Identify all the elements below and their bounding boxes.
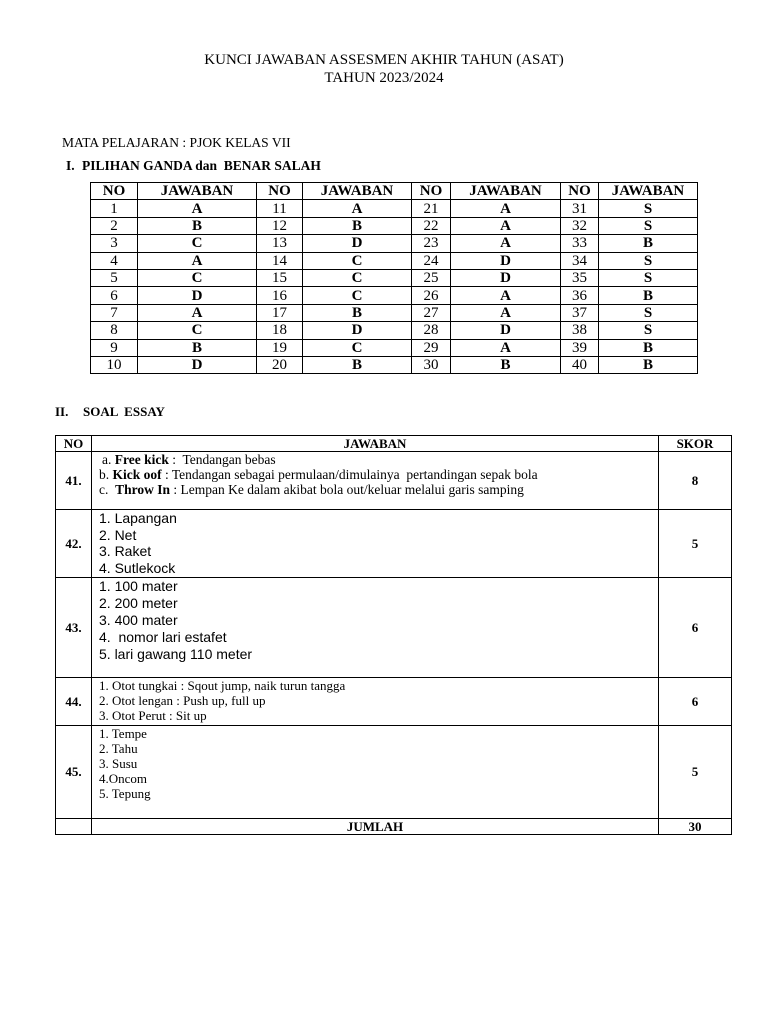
answer-line: 2. Otot lengan : Push up, full up [99,693,266,708]
multiple-choice-answer-table [90,182,698,374]
essay-score: 6 [659,678,732,726]
mc-header-row [91,183,698,200]
section-title: PILIHAN GANDA dan BENAR SALAH [82,158,321,173]
mc-cell-answer: C [303,339,412,356]
mc-cell-no: 8 [91,322,138,339]
answer-line [99,452,658,467]
mc-cell-no: 37 [561,304,599,321]
mc-cell-no: 14 [257,252,303,269]
answer-line: 2. 200 meter [99,595,178,611]
section-number: II. [55,404,69,419]
mc-row [91,287,698,304]
mc-cell-answer: A [138,252,257,269]
mc-cell-no: 27 [412,304,451,321]
mc-header-no: NO [561,183,599,200]
mc-row [91,200,698,217]
subject-line: MATA PELAJARAN : PJOK KELAS VII [62,135,291,150]
mc-cell-answer: C [138,235,257,252]
essay-score: 6 [659,578,732,678]
mc-cell-answer: A [138,304,257,321]
line-text: : Lempan Ke dalam akibat bola out/keluar melalui garis samping [170,482,524,497]
mc-cell-no: 25 [412,269,451,286]
mc-header-no: NO [91,183,138,200]
mc-cell-answer: B [303,356,412,373]
mc-cell-answer: B [599,287,698,304]
mc-cell-answer: D [451,269,561,286]
essay-answer [92,452,659,510]
mc-cell-no: 39 [561,339,599,356]
mc-cell-no: 26 [412,287,451,304]
line-prefix: a. [102,452,115,467]
mc-row [91,322,698,339]
line-text: : Tendangan bebas [168,452,276,467]
answer-line: 1. Lapangan [99,510,177,526]
section-essay-heading [55,404,165,420]
mc-cell-answer: C [303,287,412,304]
mc-cell-answer: B [303,217,412,234]
mc-header-answer: JAWABAN [451,183,561,200]
mc-cell-no: 18 [257,322,303,339]
document-title [0,51,768,87]
essay-row [56,510,732,578]
mc-cell-answer: A [138,200,257,217]
mc-header-no: NO [412,183,451,200]
mc-cell-no: 4 [91,252,138,269]
mc-cell-answer: A [451,287,561,304]
section-title: SOAL ESSAY [83,404,165,419]
essay-answer-table [55,435,732,835]
mc-header-answer: JAWABAN [138,183,257,200]
mc-cell-answer: A [303,200,412,217]
mc-cell-answer: A [451,304,561,321]
essay-row [56,726,732,819]
mc-cell-no: 32 [561,217,599,234]
mc-cell-no: 5 [91,269,138,286]
mc-cell-no: 30 [412,356,451,373]
mc-cell-answer: B [599,356,698,373]
essay-score: 8 [659,452,732,510]
line-prefix: c. [99,482,116,497]
essay-total-blank [56,819,92,835]
answer-line: 4. Sutlekock [99,559,176,576]
mc-cell-no: 19 [257,339,303,356]
mc-cell-answer: C [138,322,257,339]
mc-cell-no: 13 [257,235,303,252]
mc-cell-no: 2 [91,217,138,234]
mc-cell-no: 17 [257,304,303,321]
essay-row [56,578,732,678]
mc-cell-answer: S [599,304,698,321]
answer-line [99,482,658,497]
mc-row [91,356,698,373]
mc-cell-no: 12 [257,217,303,234]
mc-cell-no: 1 [91,200,138,217]
mc-cell-no: 36 [561,287,599,304]
essay-header-row [56,436,732,452]
mc-cell-answer: C [138,269,257,286]
mc-header-no: NO [257,183,303,200]
mc-cell-answer: C [303,269,412,286]
mc-cell-answer: S [599,200,698,217]
mc-cell-answer: D [451,322,561,339]
answer-line: 4.Oncom [99,771,148,786]
line-term: Kick oof [112,467,162,482]
mc-cell-no: 7 [91,304,138,321]
mc-cell-answer: D [138,356,257,373]
mc-cell-answer: B [138,217,257,234]
answer-line: 3. Susu [99,756,138,771]
answer-line: 3. Raket [99,543,152,559]
answer-line: 1. 100 mater [99,578,178,594]
answer-line: 1. Otot tungkai : Sqout jump, naik turun tangga [99,678,346,693]
mc-cell-no: 22 [412,217,451,234]
mc-cell-no: 10 [91,356,138,373]
essay-total-label: JUMLAH [92,819,659,835]
answer-line: 3. 400 mater [99,612,178,628]
mc-cell-no: 29 [412,339,451,356]
mc-cell-answer: S [599,322,698,339]
mc-cell-no: 23 [412,235,451,252]
mc-cell-answer: A [451,235,561,252]
answer-line: 2. Net [99,526,137,543]
answer-line: 5. lari gawang 110 meter [99,646,253,662]
line-term: Free kick [114,452,169,467]
mc-cell-answer: B [599,235,698,252]
mc-cell-answer: B [599,339,698,356]
mc-row [91,339,698,356]
essay-number: 43. [56,578,92,678]
essay-row [56,678,732,726]
mc-cell-no: 3 [91,235,138,252]
essay-number: 41. [56,452,92,510]
essay-total-score: 30 [659,819,732,835]
essay-answer [92,578,659,678]
answer-line: 5. Tepung [99,786,151,801]
line-term: Throw In [115,482,171,497]
mc-row [91,217,698,234]
mc-row [91,235,698,252]
essay-score: 5 [659,510,732,578]
section-number: I. [66,158,75,173]
mc-cell-no: 6 [91,287,138,304]
essay-total-row [56,819,732,835]
mc-cell-answer: D [451,252,561,269]
mc-cell-answer: C [303,252,412,269]
answer-line [99,467,658,482]
line-text: : Tendangan sebagai permulaan/dimulainya pertandingan sepak bola [161,467,538,482]
mc-row [91,269,698,286]
mc-cell-no: 16 [257,287,303,304]
mc-header-answer: JAWABAN [303,183,412,200]
mc-row [91,252,698,269]
mc-cell-no: 11 [257,200,303,217]
section-multiple-choice-heading [66,158,321,174]
mc-row [91,304,698,321]
answer-line: 2. Tahu [99,741,138,756]
answer-line: 1. Tempe [99,726,147,741]
essay-number: 45. [56,726,92,819]
mc-cell-answer: D [303,235,412,252]
answer-line: 3. Otot Perut : Sit up [99,708,207,723]
mc-cell-no: 34 [561,252,599,269]
mc-cell-answer: S [599,217,698,234]
mc-cell-no: 31 [561,200,599,217]
mc-cell-no: 38 [561,322,599,339]
essay-number: 42. [56,510,92,578]
essay-number: 44. [56,678,92,726]
line-prefix: b. [99,467,113,482]
mc-cell-no: 35 [561,269,599,286]
essay-answer [92,510,659,578]
year-line: TAHUN 2023/2024 [324,70,444,86]
mc-cell-answer: B [138,339,257,356]
mc-cell-no: 40 [561,356,599,373]
mc-cell-answer: A [451,217,561,234]
essay-row [56,452,732,510]
mc-cell-answer: B [451,356,561,373]
mc-cell-no: 20 [257,356,303,373]
mc-cell-no: 15 [257,269,303,286]
essay-score: 5 [659,726,732,819]
mc-cell-answer: S [599,269,698,286]
mc-cell-answer: S [599,252,698,269]
mc-cell-no: 24 [412,252,451,269]
mc-cell-no: 33 [561,235,599,252]
mc-cell-no: 28 [412,322,451,339]
mc-cell-answer: A [451,339,561,356]
mc-cell-answer: B [303,304,412,321]
answer-line: 4. nomor lari estafet [99,629,227,645]
essay-answer [92,678,659,726]
mc-cell-answer: A [451,200,561,217]
essay-answer [92,726,659,819]
essay-header-score: SKOR [659,436,732,452]
mc-cell-no: 9 [91,339,138,356]
mc-cell-answer: D [303,322,412,339]
title-line: KUNCI JAWABAN ASSESMEN AKHIR TAHUN (ASAT) [204,52,564,68]
mc-cell-answer: D [138,287,257,304]
essay-header-no: NO [56,436,92,452]
mc-cell-no: 21 [412,200,451,217]
essay-header-answer: JAWABAN [92,436,659,452]
mc-header-answer: JAWABAN [599,183,698,200]
